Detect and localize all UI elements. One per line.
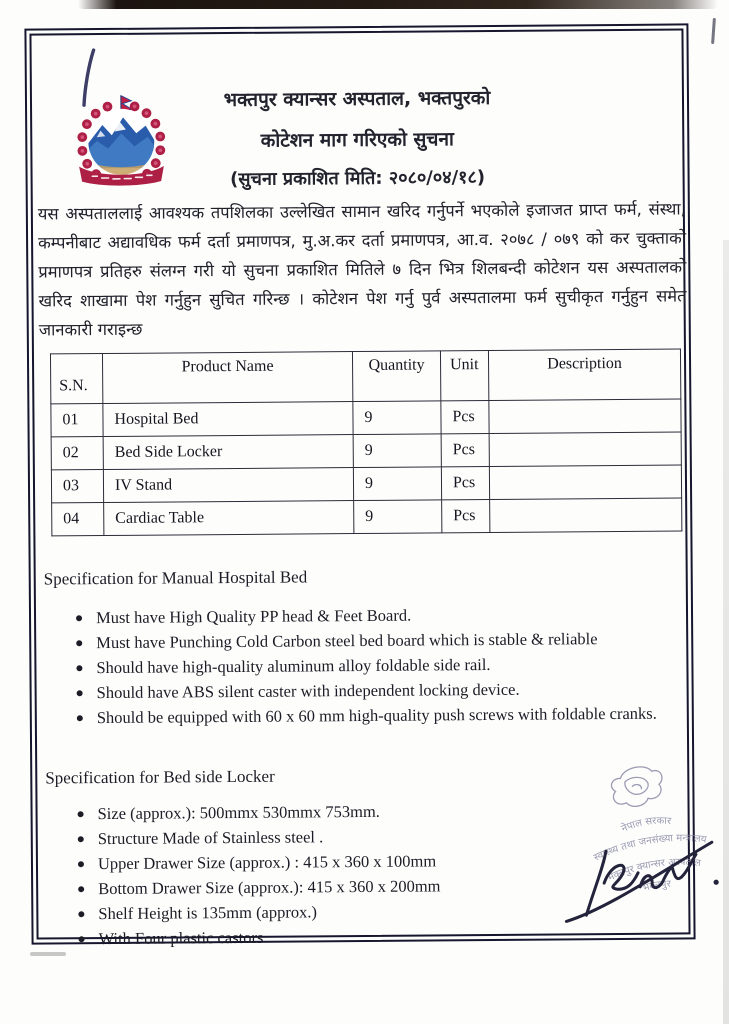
publish-date: (सुचना प्रकाशित मिति: २०८०/०४/१८) (230, 167, 486, 191)
scan-artifact-top-bar (78, 0, 718, 9)
notice-title: कोटेशन माग गरिएको सुचना (260, 128, 454, 152)
cell-product: Cardiac Table (104, 501, 354, 536)
table-row (52, 498, 682, 536)
signature (558, 830, 727, 931)
cell-sn: 02 (51, 437, 103, 470)
header-product-name: Product Name (102, 352, 352, 404)
cell-description (489, 399, 681, 434)
spec-item: Should have ABS silent caster with independent locking device. (75, 676, 657, 706)
cell-quantity: 9 (353, 467, 441, 501)
cell-product: Bed Side Locker (103, 435, 353, 470)
svg-text:भक्तपुर: भक्तपुर (641, 878, 671, 895)
cell-quantity: 9 (354, 500, 442, 534)
cell-description (489, 432, 681, 467)
spec-item: Structure Made of Stainless steel . (76, 823, 441, 851)
cell-sn: 04 (52, 503, 104, 536)
cell-unit: Pcs (441, 400, 489, 433)
hospital-bed-spec-list (74, 601, 657, 731)
table-row (51, 432, 681, 470)
table-row (51, 465, 681, 503)
cell-product: IV Stand (103, 468, 353, 503)
scan-artifact-right-tick (711, 18, 716, 44)
spec-item: Should have high-quality aluminum alloy foldable side rail. (74, 651, 656, 681)
cell-unit: Pcs (442, 499, 490, 532)
header-unit: Unit (440, 350, 488, 400)
document-header (32, 82, 683, 192)
svg-text:स्वास्थ्य तथा जनसंख्या मन्त्रा: स्वास्थ्य तथा जनसंख्या मन्त्रालय (592, 833, 708, 864)
spec-title-bedside-locker: Specification for Bed side Locker (45, 766, 275, 788)
table-row (51, 399, 681, 437)
hospital-name: भक्तपुर क्यान्सर अस्पताल, भक्तपुरको (223, 86, 491, 112)
spec-title-hospital-bed: Specification for Manual Hospital Bed (43, 567, 308, 589)
spec-item: Must have Punching Cold Carbon steel bed board which is stable & reliable (74, 626, 656, 656)
items-table-body (51, 399, 682, 536)
spec-item: With Four plastic castors (76, 923, 441, 951)
svg-text:नेपाल सरकार: नेपाल सरकार (619, 815, 672, 835)
cell-product: Hospital Bed (103, 402, 353, 437)
spec-item: Shelf Height is 135mm (approx.) (76, 898, 441, 926)
spec-item: Upper Drawer Size (approx.) : 415 x 360 x 100mm (76, 848, 441, 876)
spec-item: Bottom Drawer Size (approx.): 415 x 360 x 200mm (76, 873, 441, 901)
spec-item: Must have High Quality PP head & Feet Board. (74, 601, 656, 631)
cell-unit: Pcs (441, 433, 489, 466)
cell-description (490, 498, 682, 533)
header-description: Description (488, 349, 680, 401)
cell-quantity: 9 (353, 401, 441, 435)
spec-item: Should be equipped with 60 x 60 mm high-quality push screws with foldable cranks. (75, 701, 657, 731)
table-header-row (50, 349, 680, 404)
header-quantity: Quantity (352, 351, 440, 402)
items-table (50, 348, 682, 536)
scan-artifact-bottom-dash (30, 952, 66, 956)
cell-sn: 01 (51, 404, 103, 437)
cell-unit: Pcs (441, 466, 489, 499)
cell-sn: 03 (51, 470, 103, 503)
svg-text:भक्तपुर क्यान्सर अस्पताल: भक्तपुर क्यान्सर अस्पताल (605, 857, 702, 885)
document-border-frame (24, 23, 708, 949)
header-sn: S.N. (50, 354, 102, 404)
spec-item: Size (approx.): 500mmx 530mmx 753mm. (75, 798, 440, 826)
cell-quantity: 9 (353, 434, 441, 468)
cell-description (489, 465, 681, 500)
bedside-locker-spec-list (75, 798, 440, 951)
notice-paragraph: यस अस्पताललाई आवश्यक तपशिलका उल्लेखित सामान खरिद गर्नुपर्ने भएकोले इजाजत प्राप्त फर्म, संस्था, कम्पनीबाट अद्यावधिक फर्म दर्ता प्रमाणपत्र, मु.अ.कर दर्ता प्रमाणपत्र, आ.व. २०७८ / ०७९ को कर चुक्ताको प्रमाणपत्र प्रतिहरु संलग्न गरी यो सुचना प्रकाशित मितिले ७ दिन भित्र शिलबन्दी कोटेशन यस अस्पतालको खरिद शाखामा पेश गर्नुहुन सुचित गरिन्छ । कोटेशन पेश गर्नु पुर्व अस्पतालमा फर्म सुचीकृत गर्नुहुन समेत जानकारी गराइन्छ (37, 199, 687, 340)
